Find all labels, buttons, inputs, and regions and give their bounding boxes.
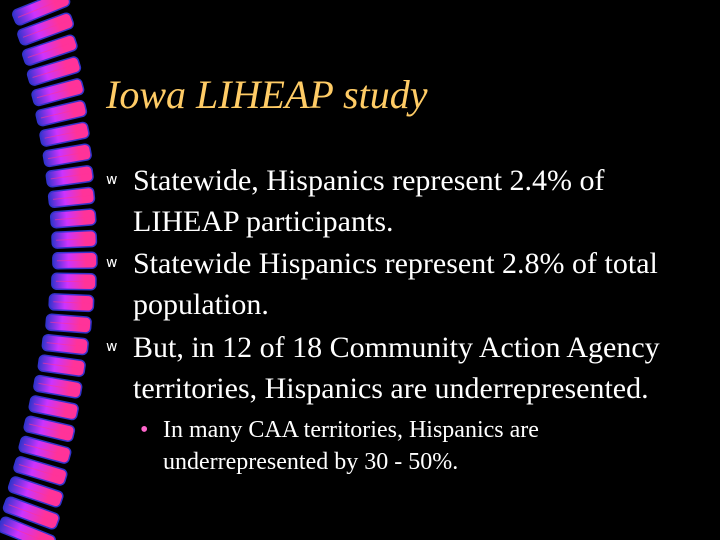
sub-bullet-item	[140, 414, 700, 478]
ribbon-decoration-icon	[0, 0, 110, 540]
ribbon-segment	[50, 209, 96, 228]
ribbon-segment	[42, 334, 89, 355]
sub-bullet-text: In many CAA territories, Hispanics are underrepresented by 30 - 50%.	[163, 417, 539, 475]
bullet-text: Statewide, Hispanics represent 2.4% of LIHEAP participants.	[133, 164, 605, 238]
ribbon-segment	[38, 355, 86, 377]
bullet-text: But, in 12 of 18 Community Action Agency territories, Hispanics are underrepresented.	[133, 331, 660, 405]
bullet-text: Statewide Hispanics represent 2.8% of total population.	[133, 247, 658, 321]
ribbon-segment	[49, 294, 94, 312]
sub-bullet-marker: •	[140, 417, 149, 443]
ribbon-segment	[52, 230, 97, 248]
ribbon-segment	[53, 252, 97, 269]
ribbon-segment	[48, 187, 95, 208]
bullet-item	[106, 243, 706, 325]
bullet-marker: w	[106, 339, 118, 355]
ribbon-segment	[46, 165, 94, 187]
ribbon-segment	[52, 273, 96, 290]
ribbon-segment	[46, 314, 92, 333]
slide-title: Iowa LIHEAP study	[106, 72, 428, 117]
bullet-item	[106, 327, 706, 409]
bullet-marker: w	[106, 172, 118, 188]
ribbon-segment	[33, 375, 82, 399]
bullet-item	[106, 160, 706, 242]
bullet-marker: w	[106, 255, 118, 271]
ribbon-segment	[28, 395, 79, 420]
ribbon-segment	[43, 143, 92, 167]
